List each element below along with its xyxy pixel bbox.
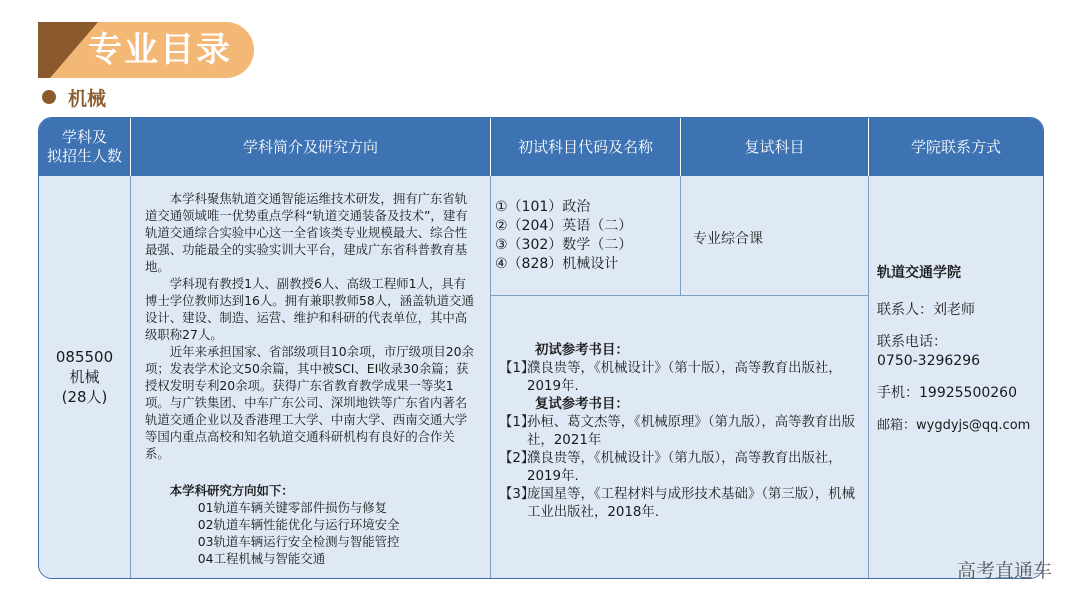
section-label: 机械 xyxy=(68,87,107,110)
research-item: 01轨道车辆关键零部件损伤与修复 xyxy=(197,500,388,515)
book-item xyxy=(499,450,858,486)
header-exam-subjects: 初试科目代码及名称 xyxy=(491,118,681,176)
watermark: 高考直通车 xyxy=(956,560,1052,582)
exam-subject: ④（828）机械设计 xyxy=(495,256,619,272)
intro-paragraph: 本学科聚焦轨道交通智能运维技术研发，拥有广东省轨道交通领域唯一优势重点学科“轨道交通装备及技术”，建有轨道交通综合实验中心这一全省该类专业规模最大、综合性最强、功能最全的实验实训大平台，建成广东省科普教育基地。 xyxy=(145,191,468,274)
exam-subject: ②（204）英语（二） xyxy=(495,218,633,234)
program-code: 085500 xyxy=(55,348,114,366)
exam-subjects-cell xyxy=(491,176,681,296)
book-item xyxy=(499,414,858,450)
initial-books-title: 初试参考书目： xyxy=(535,343,629,358)
book-number: 【2】 xyxy=(499,451,535,466)
header-retest: 复试科目 xyxy=(681,118,869,176)
program-table xyxy=(38,117,1044,579)
book-item xyxy=(499,486,858,522)
book-item xyxy=(499,360,858,396)
research-title: 本学科研究方向如下： xyxy=(169,483,294,498)
exam-subject: ①（101）政治 xyxy=(495,199,591,215)
contact-person: 联系人：刘老师 xyxy=(877,302,975,318)
department-name: 轨道交通学院 xyxy=(877,265,961,281)
intro-paragraph: 近年来承担国家、省部级项目10余项，市厅级项目20余项；发表学术论文50余篇，其中被SCI、EI收录30余篇；获授权发明专利20余项。获得广东省教育教学成果一等奖1项。与广铁集团、中车广东公司、深圳地铁等广东省内著名轨道交通企业以及香港理工大学、中南大学、西南交通大学等国内重点高校和知名轨道交通科研机构有良好的合作关系。 xyxy=(145,344,474,461)
exam-subject: ③（302）数学（二） xyxy=(495,237,633,253)
book-text: 庞国星等，《工程材料与成形技术基础》（第三版），机械工业出版社，2018年. xyxy=(527,487,856,520)
research-item: 04工程机械与智能交通 xyxy=(197,551,326,566)
header-contact: 学院联系方式 xyxy=(869,118,1043,176)
banner-title: 专业目录 xyxy=(88,30,232,70)
retest-subject: 专业综合课 xyxy=(693,231,763,247)
contact-cell xyxy=(869,176,1043,578)
header-subject-count: 学科及 拟招生人数 xyxy=(39,118,131,176)
title-banner xyxy=(38,22,254,78)
header-intro: 学科简介及研究方向 xyxy=(131,118,491,176)
mobile-number: 手机：19925500260 xyxy=(877,385,1017,401)
book-text: 濮良贵等，《机械设计》（第十版），高等教育出版社，2019年. xyxy=(527,361,842,394)
book-number: 【1】 xyxy=(499,361,535,376)
research-item: 03轨道车辆运行安全检测与智能管控 xyxy=(197,534,400,549)
book-number: 【3】 xyxy=(499,487,535,502)
program-name: 机械 xyxy=(69,368,100,386)
intro-paragraph: 学科现有教授1人、副教授6人、高级工程师1人，具有博士学位教师达到16人。拥有兼职教师58人，涵盖轨道交通设计、建设、制造、运营、维护和科研的代表单位，其中高级职称27人。 xyxy=(145,276,474,342)
reference-books-cell xyxy=(491,296,869,578)
email-address: 邮箱：wygdyjs@qq.com xyxy=(877,418,1031,433)
research-item: 02轨道车辆性能优化与运行环境安全 xyxy=(197,517,400,532)
retest-subject-cell xyxy=(681,176,869,296)
phone-number: 0750-3296296 xyxy=(877,353,981,369)
bullet-dot-icon xyxy=(42,90,56,104)
intro-cell xyxy=(131,176,491,578)
book-text: 孙桓、葛文杰等，《机械原理》（第九版），高等教育出版社，2021年 xyxy=(527,415,856,448)
program-count: (28人) xyxy=(61,388,108,406)
book-number: 【1】 xyxy=(499,415,535,430)
program-code-cell xyxy=(39,176,131,578)
section-heading xyxy=(42,84,106,110)
retest-books-title: 复试参考书目： xyxy=(535,397,629,412)
phone-label: 联系电话： xyxy=(877,334,947,350)
book-text: 濮良贵等，《机械设计》（第九版），高等教育出版社，2019年. xyxy=(527,451,842,484)
